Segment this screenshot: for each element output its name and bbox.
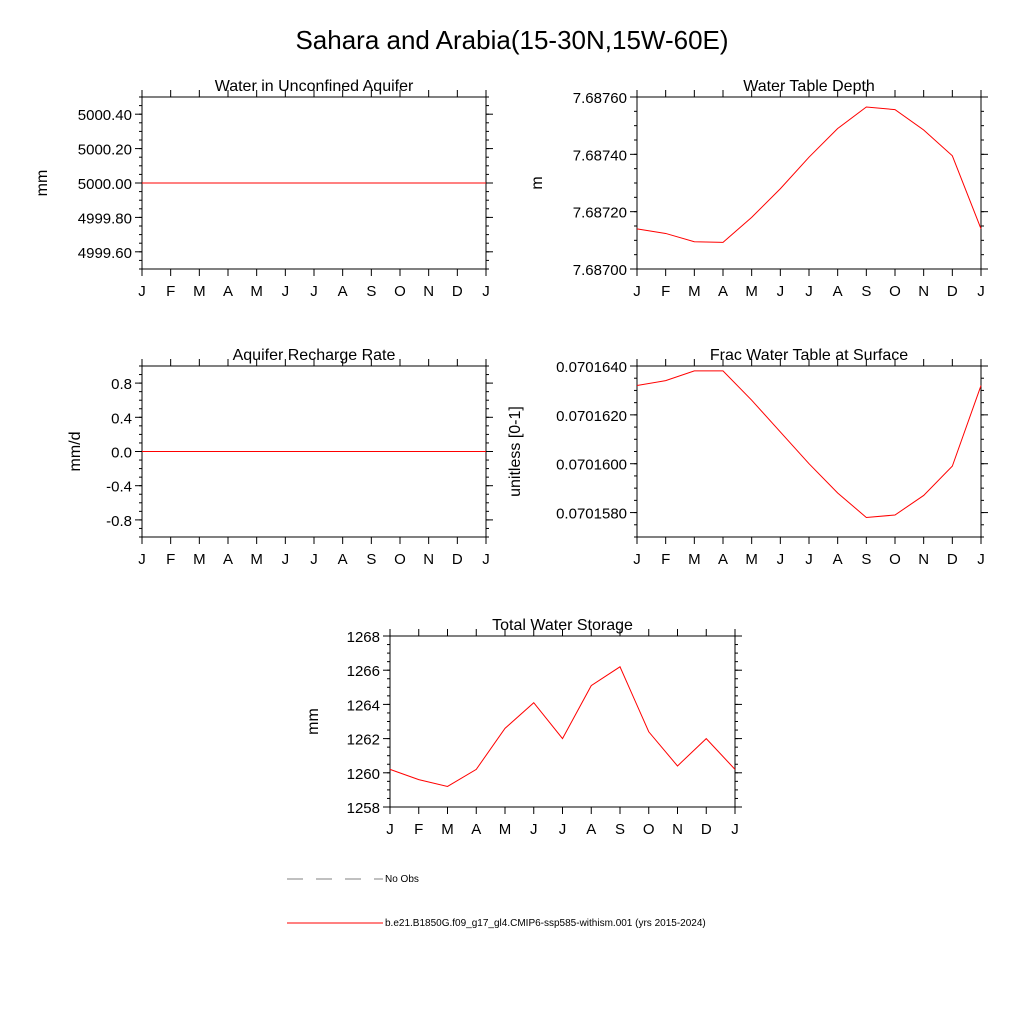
y-tick-label: 7.68740 — [572, 147, 627, 165]
y-tick-label: 1266 — [346, 663, 380, 681]
x-tick-label: S — [861, 551, 872, 568]
x-tick-label: D — [451, 283, 463, 300]
x-tick-label: D — [700, 821, 712, 838]
series-line — [390, 667, 735, 787]
y-tick-label: 5000.20 — [77, 141, 132, 159]
x-tick-label: A — [337, 283, 348, 300]
x-tick-label: A — [337, 551, 348, 568]
plot-frame — [390, 636, 735, 807]
x-tick-label: N — [423, 551, 435, 568]
x-tick-label: J — [482, 283, 490, 300]
x-tick-label: S — [366, 283, 377, 300]
y-tick-label: 4999.60 — [77, 244, 132, 262]
y-tick-label: 1262 — [346, 731, 380, 749]
x-tick-label: J — [977, 283, 985, 300]
legend-no-obs-label: No Obs — [385, 874, 419, 885]
panel-aquifer-recharge-rate — [67, 347, 493, 568]
y-tick-label: 0.0701600 — [556, 456, 627, 474]
x-tick-label: M — [193, 283, 206, 300]
x-tick-label: A — [717, 283, 729, 300]
x-tick-label: S — [861, 283, 872, 300]
x-tick-label: J — [805, 551, 813, 568]
x-tick-label: J — [482, 551, 490, 568]
x-tick-label: J — [776, 551, 785, 568]
x-tick-label: J — [386, 821, 394, 838]
x-tick-label: A — [222, 551, 234, 568]
y-tick-label: 7.68700 — [572, 262, 627, 279]
y-tick-label: 0.8 — [111, 376, 132, 394]
y-tick-label: 7.68760 — [572, 90, 627, 107]
y-tick-label: 1260 — [346, 765, 380, 783]
y-tick-label: 1264 — [346, 697, 380, 715]
y-tick-label: 5000.40 — [77, 107, 132, 125]
panel-total-water-storage — [305, 617, 742, 838]
y-axis-label: mm — [305, 708, 322, 735]
panel-title: Water in Unconfined Aquifer — [214, 78, 414, 95]
x-tick-label: N — [423, 283, 435, 300]
x-tick-label: J — [310, 283, 318, 300]
x-tick-label: S — [614, 821, 626, 838]
x-tick-label: M — [193, 551, 206, 568]
x-tick-label: J — [281, 283, 290, 300]
y-axis-label: m — [529, 176, 546, 190]
x-tick-label: A — [832, 283, 843, 300]
panel-title: Frac Water Table at Surface — [709, 347, 909, 364]
x-tick-label: D — [946, 551, 958, 568]
x-tick-label: J — [977, 551, 985, 568]
y-tick-label: 0.0701620 — [556, 407, 627, 425]
x-tick-label: A — [832, 551, 843, 568]
x-tick-label: J — [138, 551, 146, 568]
panel-water-unconfined-aquifer — [34, 78, 493, 300]
x-tick-label: N — [918, 551, 930, 568]
x-tick-label: F — [414, 821, 424, 838]
plot-frame — [637, 97, 981, 269]
x-tick-label: F — [661, 551, 671, 568]
x-tick-label: F — [661, 283, 671, 300]
x-tick-label: M — [688, 551, 701, 568]
figure-title: Sahara and Arabia(15-30N,15W-60E) — [295, 25, 729, 55]
x-tick-label: J — [530, 821, 538, 838]
x-tick-label: J — [633, 551, 641, 568]
y-tick-label: -0.8 — [106, 512, 132, 530]
panel-title: Water Table Depth — [743, 78, 875, 95]
x-tick-label: J — [731, 821, 739, 838]
y-axis-label: mm/d — [67, 431, 84, 472]
x-tick-label: S — [366, 551, 377, 568]
x-tick-label: D — [946, 283, 958, 300]
x-tick-label: A — [586, 821, 597, 838]
x-tick-label: A — [222, 283, 234, 300]
x-tick-label: O — [394, 283, 406, 300]
panel-water-table-depth — [529, 78, 988, 300]
x-tick-label: J — [805, 283, 813, 300]
panel-title: Total Water Storage — [492, 617, 633, 634]
y-tick-label: 7.68720 — [572, 204, 627, 222]
x-tick-label: A — [471, 821, 482, 838]
x-tick-label: O — [889, 283, 901, 300]
x-tick-label: M — [745, 283, 758, 300]
x-tick-label: A — [717, 551, 729, 568]
x-tick-label: J — [281, 551, 290, 568]
x-tick-label: J — [633, 283, 641, 300]
x-tick-label: M — [250, 283, 263, 300]
panel-frac-water-table-surface — [507, 347, 988, 568]
y-tick-label: 0.0701640 — [556, 359, 627, 376]
y-tick-label: 4999.80 — [77, 210, 132, 228]
x-tick-label: M — [745, 551, 758, 568]
x-tick-label: D — [451, 551, 463, 568]
x-tick-label: N — [672, 821, 683, 838]
y-tick-label: -0.4 — [106, 478, 132, 496]
x-tick-label: O — [394, 551, 406, 568]
panel-title: Aquifer Recharge Rate — [232, 347, 396, 364]
series-line — [637, 107, 981, 242]
y-axis-label: mm — [34, 169, 51, 197]
y-tick-label: 0.0 — [111, 444, 132, 462]
y-tick-label: 5000.00 — [77, 176, 132, 193]
x-tick-label: F — [166, 551, 176, 568]
x-tick-label: M — [250, 551, 263, 568]
legend — [287, 874, 706, 929]
series-line — [637, 371, 981, 518]
y-axis-label: unitless [0-1] — [507, 406, 524, 497]
x-tick-label: M — [688, 283, 701, 300]
y-tick-label: 1258 — [346, 800, 380, 817]
x-tick-label: J — [138, 283, 146, 300]
y-tick-label: 0.4 — [111, 410, 132, 428]
x-tick-label: M — [441, 821, 454, 838]
plot-frame — [637, 366, 981, 537]
x-tick-label: J — [310, 551, 318, 568]
x-tick-label: F — [166, 283, 176, 300]
x-tick-label: N — [918, 283, 930, 300]
x-tick-label: O — [642, 821, 655, 838]
y-tick-label: 1268 — [346, 629, 380, 646]
x-tick-label: J — [558, 821, 567, 838]
x-tick-label: O — [889, 551, 901, 568]
x-tick-label: M — [498, 821, 512, 838]
x-tick-label: J — [776, 283, 785, 300]
y-tick-label: 0.0701580 — [556, 505, 627, 523]
legend-model-label: b.e21.B1850G.f09_g17_gl4.CMIP6-ssp585-withism.001 (yrs 2015-2024) — [385, 918, 706, 929]
